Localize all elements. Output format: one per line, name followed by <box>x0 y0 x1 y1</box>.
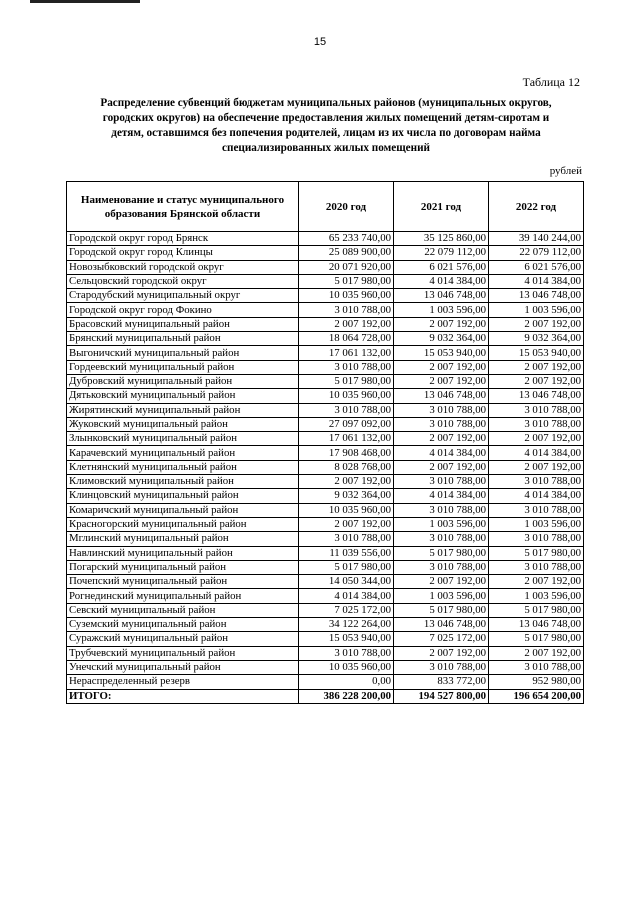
table-row <box>67 460 584 474</box>
row-name-cell: Комаричский муниципальный район <box>67 503 299 517</box>
value-2022-cell: 2 007 192,00 <box>489 432 584 446</box>
value-2021-cell: 3 010 788,00 <box>394 475 489 489</box>
table-row <box>67 360 584 374</box>
value-2022-cell: 3 010 788,00 <box>489 532 584 546</box>
title-line: специализированных жилых помещений <box>222 142 430 154</box>
total-2022-cell: 196 654 200,00 <box>489 689 584 703</box>
title-line: городских округов) на обеспечение предоставления жилых помещений детям-сиротам и <box>102 112 550 124</box>
column-header-2022: 2022 год <box>489 182 584 232</box>
value-2022-cell: 3 010 788,00 <box>489 417 584 431</box>
value-2022-cell: 3 010 788,00 <box>489 403 584 417</box>
value-2022-cell: 13 046 748,00 <box>489 618 584 632</box>
total-2021-cell: 194 527 800,00 <box>394 689 489 703</box>
column-header-2021: 2021 год <box>394 182 489 232</box>
value-2020-cell: 3 010 788,00 <box>299 303 394 317</box>
value-2021-cell: 13 046 748,00 <box>394 389 489 403</box>
value-2021-cell: 4 014 384,00 <box>394 489 489 503</box>
value-2021-cell: 3 010 788,00 <box>394 532 489 546</box>
title-line: детям, оставшимся без попечения родителей, лицам из их числа по договорам найма <box>111 127 541 139</box>
value-2020-cell: 17 061 132,00 <box>299 346 394 360</box>
value-2022-cell: 13 046 748,00 <box>489 389 584 403</box>
table-row <box>67 346 584 360</box>
row-name-cell: Городской округ город Фокино <box>67 303 299 317</box>
table-label: Таблица 12 <box>522 75 580 89</box>
value-2020-cell: 4 014 384,00 <box>299 589 394 603</box>
value-2022-cell: 6 021 576,00 <box>489 260 584 274</box>
row-name-cell: Карачевский муниципальный район <box>67 446 299 460</box>
row-name-cell: Жирятинский муниципальный район <box>67 403 299 417</box>
value-2020-cell: 8 028 768,00 <box>299 460 394 474</box>
table-row <box>67 546 584 560</box>
value-2020-cell: 10 035 960,00 <box>299 389 394 403</box>
value-2022-cell: 3 010 788,00 <box>489 475 584 489</box>
value-2022-cell: 5 017 980,00 <box>489 632 584 646</box>
value-2022-cell: 22 079 112,00 <box>489 246 584 260</box>
value-2020-cell: 34 122 264,00 <box>299 618 394 632</box>
row-name-cell: Красногорский муниципальный район <box>67 517 299 531</box>
row-name-cell: Новозыбковский городской округ <box>67 260 299 274</box>
value-2022-cell: 15 053 940,00 <box>489 346 584 360</box>
table-row <box>67 303 584 317</box>
value-2021-cell: 22 079 112,00 <box>394 246 489 260</box>
table-row <box>67 246 584 260</box>
value-2021-cell: 2 007 192,00 <box>394 374 489 388</box>
document-title <box>70 96 582 156</box>
table-row <box>67 274 584 288</box>
value-2020-cell: 17 908 468,00 <box>299 446 394 460</box>
value-2021-cell: 13 046 748,00 <box>394 289 489 303</box>
value-2021-cell: 4 014 384,00 <box>394 446 489 460</box>
row-name-cell: Суражский муниципальный район <box>67 632 299 646</box>
table-row <box>67 446 584 460</box>
value-2021-cell: 1 003 596,00 <box>394 517 489 531</box>
value-2021-cell: 7 025 172,00 <box>394 632 489 646</box>
table-row <box>67 432 584 446</box>
row-name-cell: Дятьковский муниципальный район <box>67 389 299 403</box>
subsidy-table <box>66 181 584 704</box>
row-name-cell: Суземский муниципальный район <box>67 618 299 632</box>
value-2021-cell: 6 021 576,00 <box>394 260 489 274</box>
value-2020-cell: 10 035 960,00 <box>299 660 394 674</box>
row-name-cell: Почепский муниципальный район <box>67 575 299 589</box>
row-name-cell: Сельцовский городской округ <box>67 274 299 288</box>
value-2020-cell: 3 010 788,00 <box>299 532 394 546</box>
value-2022-cell: 2 007 192,00 <box>489 360 584 374</box>
value-2021-cell: 1 003 596,00 <box>394 303 489 317</box>
value-2022-cell: 3 010 788,00 <box>489 660 584 674</box>
table-row <box>67 475 584 489</box>
row-name-cell: Климовский муниципальный район <box>67 475 299 489</box>
table-row <box>67 517 584 531</box>
value-2020-cell: 20 071 920,00 <box>299 260 394 274</box>
value-2020-cell: 25 089 900,00 <box>299 246 394 260</box>
value-2022-cell: 9 032 364,00 <box>489 332 584 346</box>
total-row <box>67 689 584 703</box>
table-row <box>67 232 584 246</box>
value-2021-cell: 3 010 788,00 <box>394 403 489 417</box>
value-2020-cell: 10 035 960,00 <box>299 503 394 517</box>
row-name-cell: Погарский муниципальный район <box>67 560 299 574</box>
units-label: рублей <box>549 165 582 177</box>
table-row <box>67 618 584 632</box>
table-row <box>67 646 584 660</box>
column-header-name: Наименование и статус муниципального образования Брянской области <box>67 182 299 232</box>
value-2020-cell: 14 050 344,00 <box>299 575 394 589</box>
top-rule <box>30 0 140 3</box>
table-row <box>67 660 584 674</box>
value-2022-cell: 2 007 192,00 <box>489 374 584 388</box>
row-name-cell: Нераспределенный резерв <box>67 675 299 689</box>
value-2020-cell: 2 007 192,00 <box>299 317 394 331</box>
value-2022-cell: 13 046 748,00 <box>489 289 584 303</box>
value-2022-cell: 4 014 384,00 <box>489 274 584 288</box>
value-2022-cell: 1 003 596,00 <box>489 517 584 531</box>
table-row <box>67 389 584 403</box>
table-row <box>67 560 584 574</box>
row-name-cell: Рогнединский муниципальный район <box>67 589 299 603</box>
row-name-cell: Брасовский муниципальный район <box>67 317 299 331</box>
title-line: Распределение субвенций бюджетам муниципальных районов (муниципальных округов, <box>100 97 552 109</box>
value-2022-cell: 5 017 980,00 <box>489 603 584 617</box>
value-2020-cell: 7 025 172,00 <box>299 603 394 617</box>
total-2020-cell: 386 228 200,00 <box>299 689 394 703</box>
value-2021-cell: 15 053 940,00 <box>394 346 489 360</box>
value-2021-cell: 5 017 980,00 <box>394 603 489 617</box>
value-2021-cell: 2 007 192,00 <box>394 646 489 660</box>
value-2020-cell: 3 010 788,00 <box>299 403 394 417</box>
value-2022-cell: 952 980,00 <box>489 675 584 689</box>
table-row <box>67 403 584 417</box>
table-row <box>67 332 584 346</box>
row-name-cell: Стародубский муниципальный округ <box>67 289 299 303</box>
row-name-cell: Унечский муниципальный район <box>67 660 299 674</box>
row-name-cell: Севский муниципальный район <box>67 603 299 617</box>
row-name-cell: Выгоничский муниципальный район <box>67 346 299 360</box>
total-label-cell: ИТОГО: <box>67 689 299 703</box>
value-2021-cell: 13 046 748,00 <box>394 618 489 632</box>
value-2022-cell: 2 007 192,00 <box>489 646 584 660</box>
value-2021-cell: 2 007 192,00 <box>394 432 489 446</box>
table-row <box>67 374 584 388</box>
value-2022-cell: 1 003 596,00 <box>489 303 584 317</box>
row-name-cell: Жуковский муниципальный район <box>67 417 299 431</box>
value-2021-cell: 2 007 192,00 <box>394 575 489 589</box>
table-row <box>67 675 584 689</box>
row-name-cell: Городской округ город Клинцы <box>67 246 299 260</box>
value-2022-cell: 2 007 192,00 <box>489 460 584 474</box>
value-2021-cell: 3 010 788,00 <box>394 417 489 431</box>
value-2020-cell: 9 032 364,00 <box>299 489 394 503</box>
value-2020-cell: 0,00 <box>299 675 394 689</box>
value-2020-cell: 3 010 788,00 <box>299 646 394 660</box>
value-2021-cell: 1 003 596,00 <box>394 589 489 603</box>
row-name-cell: Мглинский муниципальный район <box>67 532 299 546</box>
row-name-cell: Навлинский муниципальный район <box>67 546 299 560</box>
value-2022-cell: 3 010 788,00 <box>489 503 584 517</box>
table-row <box>67 575 584 589</box>
value-2020-cell: 18 064 728,00 <box>299 332 394 346</box>
value-2020-cell: 5 017 980,00 <box>299 274 394 288</box>
value-2021-cell: 4 014 384,00 <box>394 274 489 288</box>
value-2020-cell: 27 097 092,00 <box>299 417 394 431</box>
value-2022-cell: 4 014 384,00 <box>489 446 584 460</box>
table-row <box>67 632 584 646</box>
row-name-cell: Гордеевский муниципальный район <box>67 360 299 374</box>
value-2021-cell: 35 125 860,00 <box>394 232 489 246</box>
table-row <box>67 317 584 331</box>
value-2020-cell: 2 007 192,00 <box>299 475 394 489</box>
value-2020-cell: 5 017 980,00 <box>299 560 394 574</box>
table-row <box>67 260 584 274</box>
value-2021-cell: 3 010 788,00 <box>394 560 489 574</box>
row-name-cell: Клинцовский муниципальный район <box>67 489 299 503</box>
table-row <box>67 417 584 431</box>
table-row <box>67 532 584 546</box>
value-2022-cell: 4 014 384,00 <box>489 489 584 503</box>
row-name-cell: Клетнянский муниципальный район <box>67 460 299 474</box>
value-2020-cell: 11 039 556,00 <box>299 546 394 560</box>
page-number: 15 <box>313 36 327 48</box>
value-2020-cell: 15 053 940,00 <box>299 632 394 646</box>
value-2020-cell: 65 233 740,00 <box>299 232 394 246</box>
value-2021-cell: 2 007 192,00 <box>394 317 489 331</box>
value-2022-cell: 3 010 788,00 <box>489 560 584 574</box>
row-name-cell: Брянский муниципальный район <box>67 332 299 346</box>
table-row <box>67 289 584 303</box>
table-row <box>67 503 584 517</box>
table-row <box>67 489 584 503</box>
value-2021-cell: 2 007 192,00 <box>394 360 489 374</box>
value-2020-cell: 5 017 980,00 <box>299 374 394 388</box>
column-header-2020: 2020 год <box>299 182 394 232</box>
value-2021-cell: 9 032 364,00 <box>394 332 489 346</box>
value-2022-cell: 39 140 244,00 <box>489 232 584 246</box>
value-2021-cell: 3 010 788,00 <box>394 503 489 517</box>
value-2021-cell: 3 010 788,00 <box>394 660 489 674</box>
value-2021-cell: 833 772,00 <box>394 675 489 689</box>
value-2022-cell: 2 007 192,00 <box>489 575 584 589</box>
header-row <box>67 182 584 232</box>
value-2020-cell: 10 035 960,00 <box>299 289 394 303</box>
value-2022-cell: 5 017 980,00 <box>489 546 584 560</box>
value-2021-cell: 5 017 980,00 <box>394 546 489 560</box>
row-name-cell: Злынковский муниципальный район <box>67 432 299 446</box>
table-row <box>67 589 584 603</box>
value-2020-cell: 17 061 132,00 <box>299 432 394 446</box>
table-body <box>67 232 584 704</box>
row-name-cell: Трубчевский муниципальный район <box>67 646 299 660</box>
table-row <box>67 603 584 617</box>
value-2020-cell: 2 007 192,00 <box>299 517 394 531</box>
value-2022-cell: 1 003 596,00 <box>489 589 584 603</box>
value-2020-cell: 3 010 788,00 <box>299 360 394 374</box>
row-name-cell: Дубровский муниципальный район <box>67 374 299 388</box>
value-2021-cell: 2 007 192,00 <box>394 460 489 474</box>
row-name-cell: Городской округ город Брянск <box>67 232 299 246</box>
value-2022-cell: 2 007 192,00 <box>489 317 584 331</box>
